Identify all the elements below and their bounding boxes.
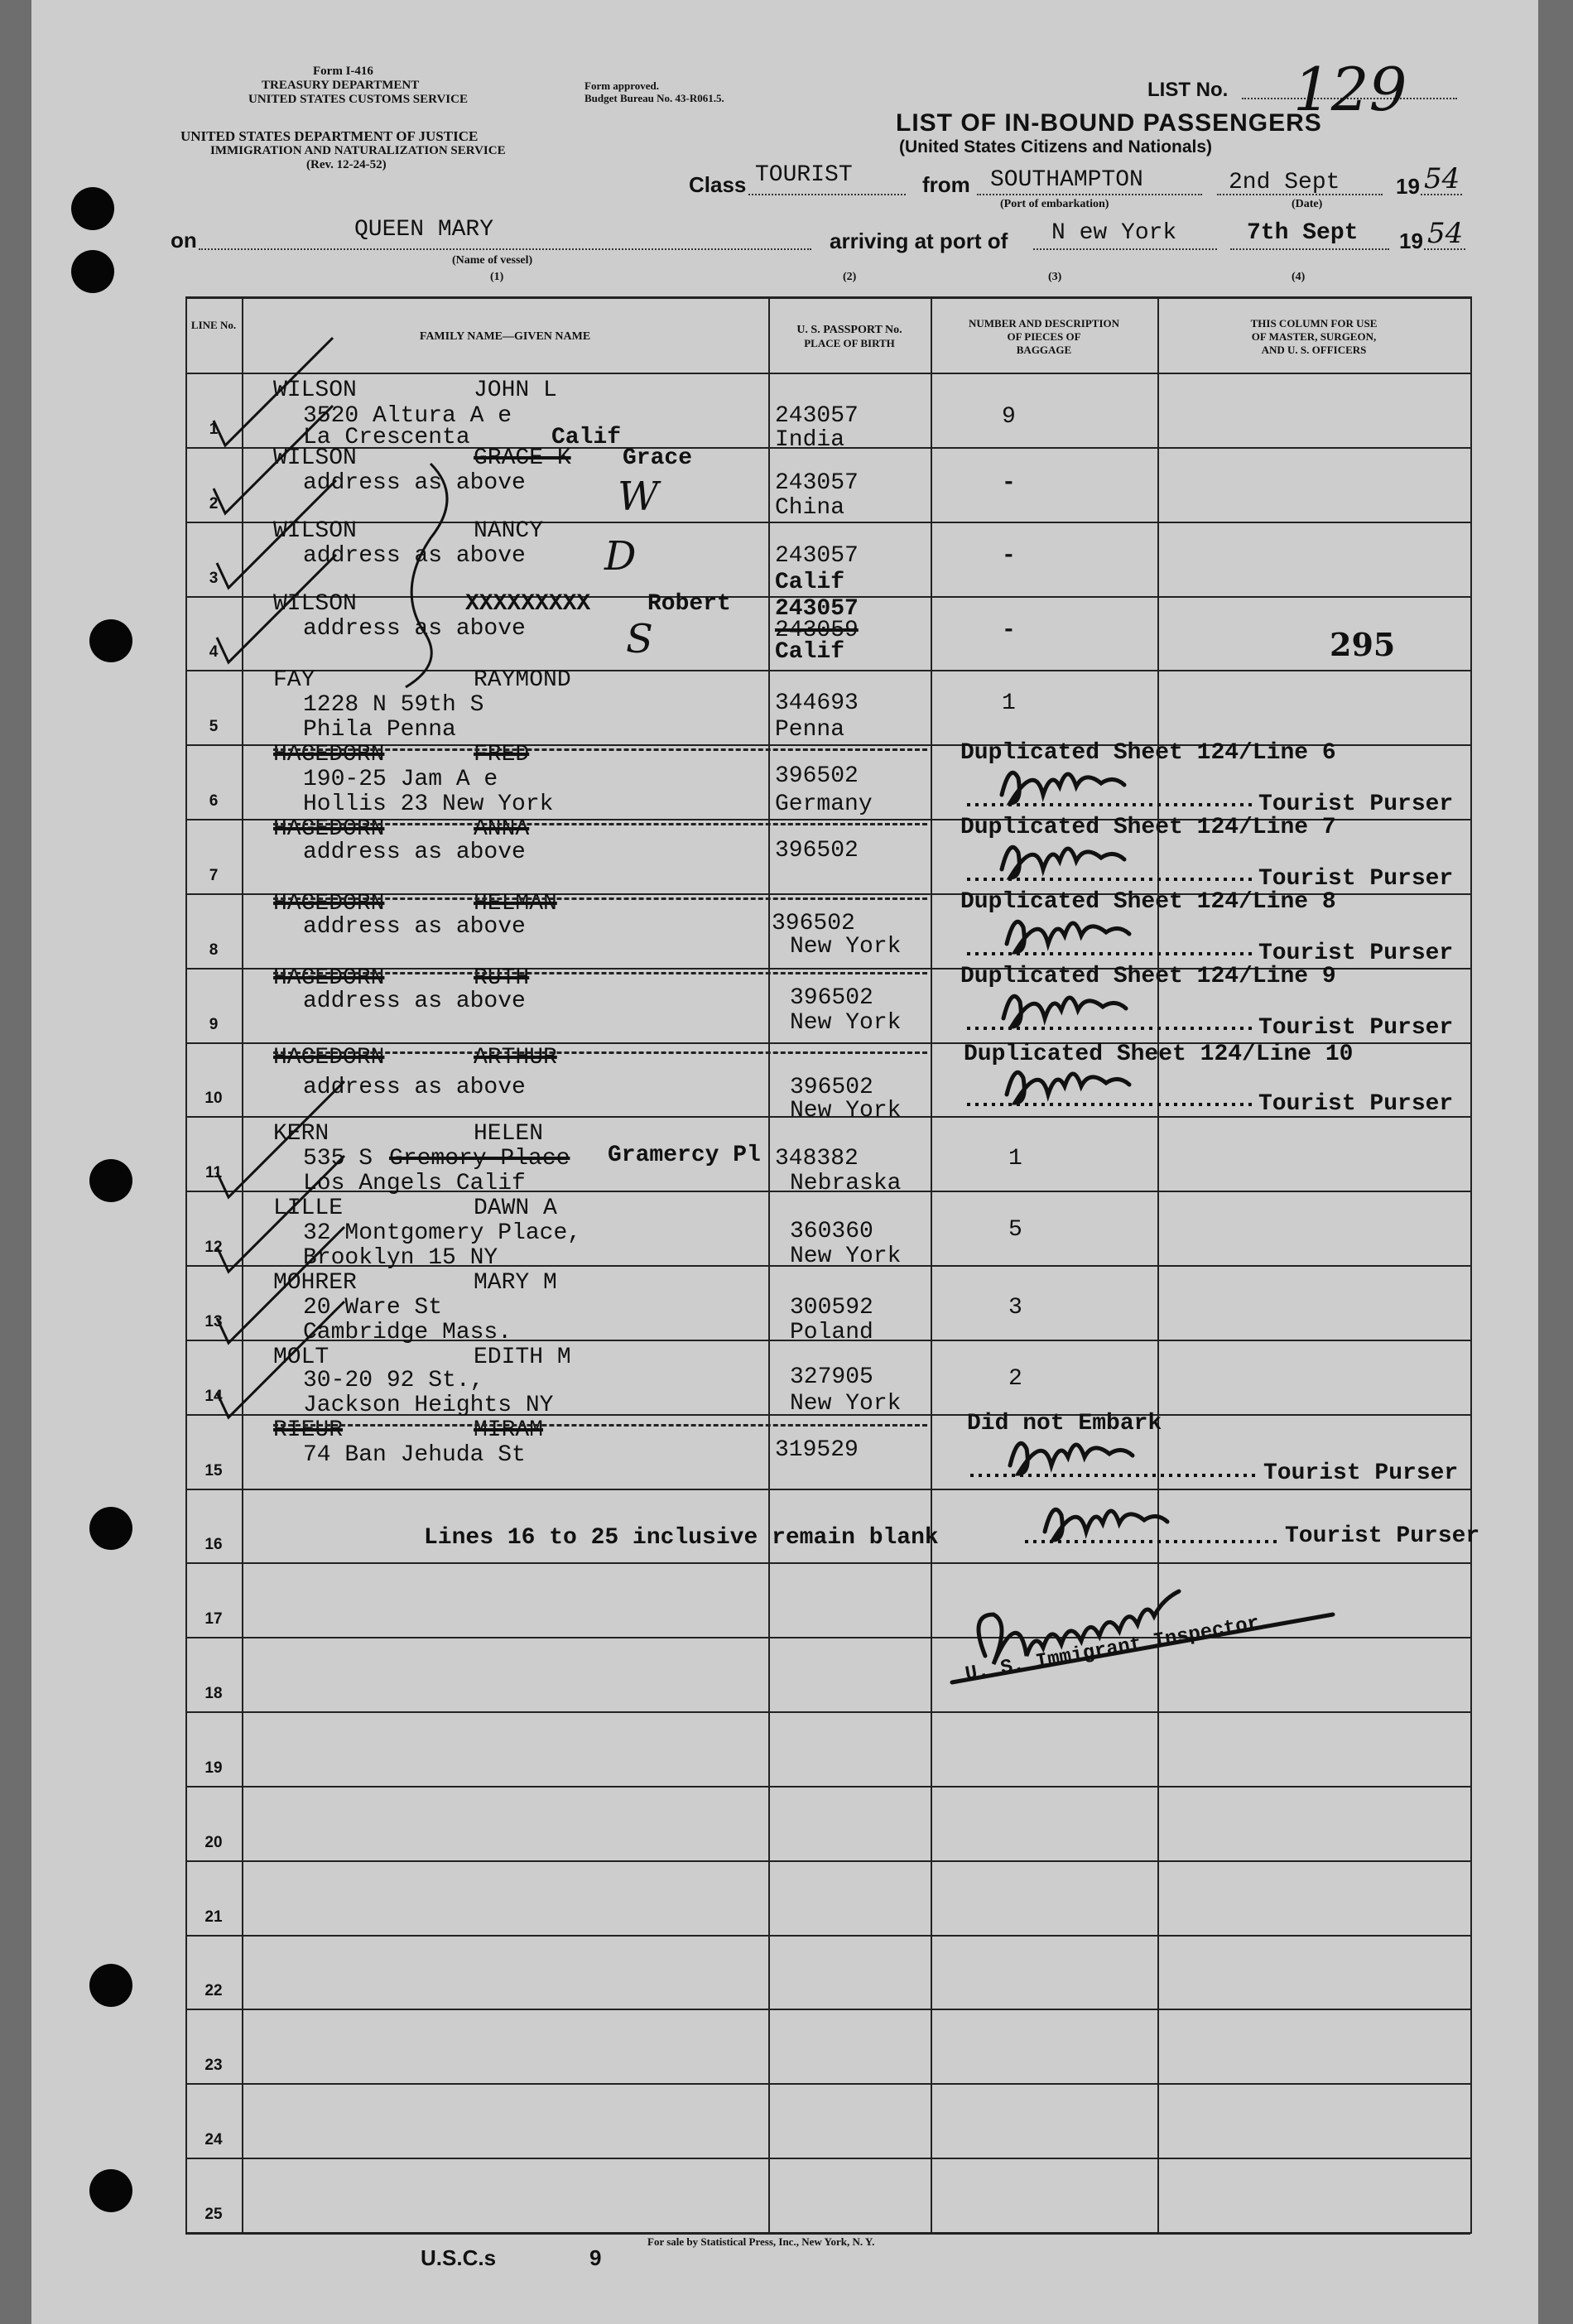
punch-hole	[89, 1507, 132, 1550]
passport-no: 243057	[775, 543, 859, 569]
given-name: JOHN L	[474, 378, 557, 403]
birth-place: New York	[790, 1010, 902, 1036]
punch-hole	[89, 1159, 132, 1202]
baggage-count: 9	[1002, 404, 1016, 430]
family-name: RIEUR	[273, 1417, 344, 1443]
row-rule	[185, 2009, 1470, 2010]
row-rule	[185, 1637, 1470, 1638]
line-number: 20	[204, 1834, 223, 1851]
family-name: WILSON	[273, 378, 357, 403]
purser-signature: Tourist Purser	[1258, 941, 1454, 966]
birth-place: New York	[790, 1098, 902, 1124]
birth-place: New York	[790, 1391, 902, 1417]
col-3-marker: (3)	[1048, 271, 1062, 283]
line-number: 8	[209, 941, 219, 959]
col-4-marker: (4)	[1292, 271, 1306, 283]
family-name: HAGEDORN	[273, 1045, 385, 1071]
punch-hole	[71, 250, 114, 293]
blank-lines-note: Lines 16 to 25 inclusive remain blank	[424, 1525, 939, 1551]
purser-signature: Tourist Purser	[1263, 1460, 1459, 1486]
line-number: 14	[204, 1388, 223, 1405]
col-passport-2: PLACE OF BIRTH	[804, 337, 895, 349]
class-label: Class	[689, 172, 747, 197]
punch-hole	[89, 619, 132, 662]
address-1: address as above	[303, 470, 526, 496]
col-passport-1: U. S. PASSPORT No.	[796, 324, 902, 336]
given-name: ANNA	[474, 816, 530, 842]
birth-place: New York	[790, 934, 902, 960]
col-1-marker: (1)	[490, 271, 504, 283]
class-value: TOURIST	[755, 162, 853, 188]
vessel-name: QUEEN MARY	[354, 217, 494, 243]
baggage-count: -	[1002, 543, 1016, 569]
col-2-marker: (2)	[843, 271, 857, 283]
given-name: EDITH M	[474, 1345, 571, 1370]
budget-bureau: Budget Bureau No. 43-R061.5.	[584, 92, 724, 104]
given-name: NANCY	[474, 518, 544, 544]
immigrant-inspector: U. S. Immigrant Inspector	[964, 1612, 1262, 1686]
line-number: 5	[209, 718, 219, 735]
address-1: 20 Ware St	[303, 1295, 443, 1321]
line-number: 24	[204, 2131, 223, 2148]
address-2: La Crescenta	[303, 425, 470, 450]
handwritten-initial: D	[604, 533, 637, 580]
address-1: 1228 N 59th S	[303, 692, 484, 718]
given-name: XXXXXXXXX	[465, 591, 591, 617]
duplicate-note: Duplicated Sheet 124/Line 9	[960, 964, 1336, 989]
family-name: MOHRER	[273, 1270, 357, 1296]
list-no-label: LIST No.	[1147, 79, 1229, 101]
passport-no: 348382	[775, 1146, 859, 1172]
duplicate-note: Duplicated Sheet 124/Line 6	[960, 740, 1336, 766]
address-1: address as above	[303, 543, 526, 569]
given-name: ARTHUR	[474, 1045, 557, 1071]
birth-place: China	[775, 495, 845, 521]
col-officers-2: OF MASTER, SURGEON,	[1251, 330, 1377, 343]
birth-place: New York	[790, 1244, 902, 1269]
embark-date: 2nd Sept	[1229, 170, 1340, 195]
family-name: MOLT	[273, 1345, 330, 1370]
customs-service: UNITED STATES CUSTOMS SERVICE	[248, 93, 468, 106]
arrival-port: N ew York	[1051, 220, 1177, 246]
col-officers-1: THIS COLUMN FOR USE	[1250, 317, 1378, 330]
treasury-dept: TREASURY DEPARTMENT	[262, 79, 420, 92]
family-name: FAY	[273, 667, 315, 693]
birth-place: Calif	[775, 570, 845, 595]
arrival-date: 7th Sept	[1247, 220, 1359, 246]
given-name: GRACE K	[474, 445, 571, 471]
passport-no: 243057	[775, 403, 859, 429]
row-rule	[185, 1711, 1470, 1713]
from-label: from	[922, 172, 970, 197]
form-subtitle: (United States Citizens and Nationals)	[899, 137, 1213, 156]
line-number: 22	[204, 1982, 223, 1999]
address-1-struck: Gremory Place	[389, 1146, 570, 1172]
baggage-count: 2	[1008, 1366, 1022, 1392]
family-name: KERN	[273, 1121, 330, 1147]
line-number: 2	[209, 495, 219, 512]
line-number: 3	[209, 570, 219, 587]
line-number: 1	[209, 421, 219, 438]
footer-page: 9	[589, 2245, 602, 2270]
embark-port: SOUTHAMPTON	[990, 167, 1143, 193]
address-1: address as above	[303, 914, 526, 940]
passport-no: 344693	[775, 690, 859, 716]
duplicate-note: Duplicated Sheet 124/Line 7	[960, 815, 1336, 840]
purser-signature: Tourist Purser	[1285, 1523, 1480, 1549]
passport-no: 396502	[790, 985, 873, 1011]
col-baggage-1: NUMBER AND DESCRIPTION	[968, 317, 1120, 330]
baggage-count: -	[1002, 618, 1016, 643]
birth-place: Germany	[775, 792, 873, 817]
line-number: 10	[204, 1090, 223, 1107]
birth-place: Penna	[775, 717, 845, 743]
address-1: 30-20 92 St.,	[303, 1368, 484, 1393]
passport-no: 243057	[775, 596, 859, 622]
line-number: 25	[204, 2206, 223, 2223]
vessel-caption: (Name of vessel)	[452, 254, 533, 267]
row-rule	[185, 1489, 1470, 1490]
line-number: 17	[204, 1610, 223, 1628]
family-name: LILLE	[273, 1196, 344, 1221]
address-2: Jackson Heights NY	[303, 1393, 554, 1418]
port-embark-caption: (Port of embarkation)	[1000, 198, 1109, 210]
family-name: WILSON	[273, 518, 357, 544]
line-number: 9	[209, 1016, 219, 1033]
given-name: FRED	[474, 742, 530, 767]
passport-no: 396502	[790, 1075, 873, 1100]
passport-no: 360360	[790, 1219, 873, 1244]
row-rule	[185, 670, 1470, 671]
address-2: Hollis 23 New York	[303, 792, 554, 817]
address-1: address as above	[303, 1075, 526, 1100]
given-name: HELMAN	[474, 891, 557, 917]
footer-printer: For sale by Statistical Press, Inc., New York, N. Y.	[647, 2235, 875, 2248]
line-number: 6	[209, 792, 219, 810]
on-label: on	[171, 228, 197, 253]
family-name: WILSON	[273, 591, 357, 617]
line-number: 7	[209, 867, 219, 884]
address-1: 190-25 Jam A e	[303, 767, 498, 792]
col-officers-3: AND U. S. OFFICERS	[1261, 344, 1367, 356]
form-approved: Form approved.	[584, 79, 660, 92]
given-name: DAWN A	[474, 1196, 557, 1221]
line-number: 13	[204, 1313, 223, 1330]
passport-no: 396502	[775, 763, 859, 789]
list-number: 129	[1293, 55, 1407, 124]
address-2: Brooklyn 15 NY	[303, 1245, 498, 1271]
family-name: HAGEDORN	[273, 742, 385, 767]
family-name: HAGEDORN	[273, 891, 385, 917]
birth-place: India	[775, 427, 845, 453]
given-name: HELEN	[474, 1121, 544, 1147]
punch-hole	[89, 2169, 132, 2212]
line-number: 18	[204, 1685, 223, 1702]
address-1: address as above	[303, 616, 526, 642]
address-2b: Calif	[551, 425, 622, 450]
line-number: 23	[204, 2057, 223, 2074]
line-number: 4	[209, 643, 219, 661]
handwritten-initial: W	[618, 474, 659, 520]
punch-hole	[89, 1964, 132, 2007]
family-name: WILSON	[273, 445, 357, 471]
line-number: 15	[204, 1462, 223, 1480]
passport-no: 327905	[790, 1364, 873, 1390]
year-prefix-1: 19	[1396, 174, 1420, 199]
row-rule	[185, 1786, 1470, 1788]
family-name: HAGEDORN	[273, 816, 385, 842]
address-2: Phila Penna	[303, 717, 456, 743]
punch-hole	[71, 187, 114, 230]
family-name: HAGEDORN	[273, 965, 385, 991]
given-name: RAYMOND	[474, 667, 571, 693]
duplicate-note: Duplicated Sheet 124/Line 10	[964, 1042, 1354, 1067]
given-name-hand: Grace	[623, 445, 693, 471]
justice-dept: UNITED STATES DEPARTMENT OF JUSTICE	[180, 128, 479, 144]
form-title: LIST OF IN-BOUND PASSENGERS	[896, 109, 1322, 137]
date-caption: (Date)	[1292, 198, 1323, 210]
footer-uscs: U.S.C.s	[421, 2245, 497, 2270]
purser-signature: Tourist Purser	[1258, 792, 1454, 817]
address-1: 3520 Altura A e	[303, 403, 512, 429]
address-1: address as above	[303, 840, 526, 865]
address-1: 535 S	[303, 1146, 373, 1172]
col-name: FAMILY NAME—GIVEN NAME	[419, 330, 591, 343]
row-rule	[185, 1935, 1470, 1937]
revision: (Rev. 12-24-52)	[306, 158, 387, 171]
birth-place: Nebraska	[790, 1171, 902, 1196]
col-baggage-2: OF PIECES OF	[1007, 330, 1081, 343]
line-number: 12	[204, 1239, 223, 1256]
birth-place: Poland	[790, 1320, 873, 1345]
birth-place: Calif	[775, 639, 845, 665]
address-1: address as above	[303, 989, 526, 1014]
passport-no-struck: 243059	[775, 618, 859, 643]
given-name-hand: Robert	[647, 591, 731, 617]
arriving-label: arriving at port of	[830, 229, 1008, 253]
address-1: 32 Montgomery Place,	[303, 1220, 582, 1246]
purser-signature: Tourist Purser	[1258, 1091, 1454, 1117]
line-number: 21	[204, 1908, 223, 1926]
given-name: MIRAM	[474, 1417, 544, 1443]
passport-no: 319529	[775, 1437, 859, 1463]
year-1: 54	[1424, 162, 1460, 195]
col-baggage-3: BAGGAGE	[1016, 344, 1072, 356]
baggage-count: 1	[1008, 1146, 1022, 1172]
baggage-count: -	[1002, 470, 1016, 496]
line-number: 19	[204, 1759, 223, 1777]
address-2: Cambridge Mass.	[303, 1320, 512, 1345]
row-rule	[185, 1562, 1470, 1564]
year-prefix-2: 19	[1399, 229, 1423, 253]
officer-note: 295	[1330, 626, 1396, 663]
line-number: 16	[204, 1536, 223, 1553]
did-not-embark-note: Did not Embark	[967, 1411, 1162, 1436]
year-2: 54	[1427, 217, 1464, 250]
col-line-no: LINE No.	[190, 319, 237, 331]
row-rule	[185, 522, 1470, 523]
line-number: 11	[204, 1164, 223, 1181]
address-1: 74 Ban Jehuda St	[303, 1442, 526, 1468]
baggage-count: 5	[1008, 1217, 1022, 1243]
passport-no: 243057	[775, 470, 859, 496]
given-name: RUTH	[474, 965, 530, 991]
passport-no: 396502	[775, 838, 859, 864]
form-number: Form I-416	[313, 65, 373, 78]
handwritten-initial: S	[626, 616, 653, 662]
row-rule	[185, 1860, 1470, 1862]
duplicate-note: Duplicated Sheet 124/Line 8	[960, 889, 1336, 915]
row-rule	[185, 2083, 1470, 2085]
given-name: MARY M	[474, 1270, 557, 1296]
address-2: Los Angels Calif	[303, 1171, 526, 1196]
passport-no: 300592	[790, 1295, 873, 1321]
row-rule	[185, 2158, 1470, 2159]
passport-no: 396502	[772, 911, 855, 936]
baggage-count: 1	[1002, 690, 1016, 716]
purser-signature: Tourist Purser	[1258, 866, 1454, 892]
purser-signature: Tourist Purser	[1258, 1015, 1454, 1041]
address-1-new: Gramercy Pl	[608, 1143, 761, 1168]
baggage-count: 3	[1008, 1295, 1022, 1321]
ins-service: IMMIGRATION AND NATURALIZATION SERVICE	[210, 144, 506, 157]
